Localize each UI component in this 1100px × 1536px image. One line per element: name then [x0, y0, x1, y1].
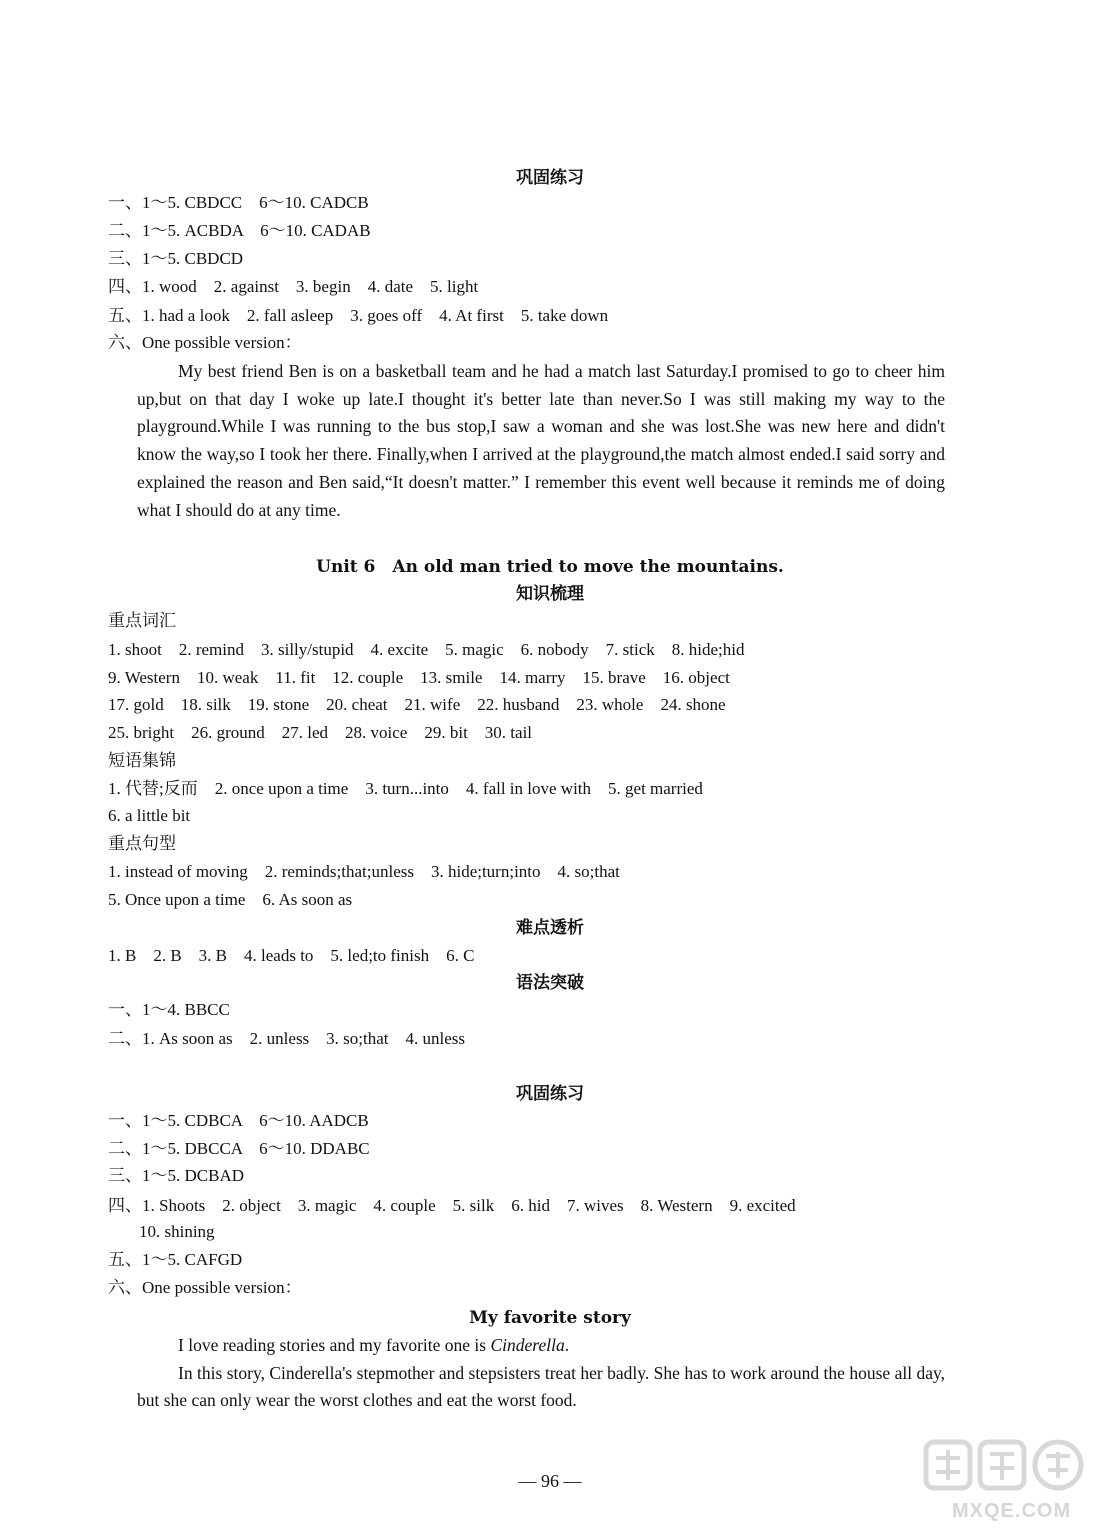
vocab-line: 17. gold 18. silk 19. stone 20. cheat 21. wife 22. husband 23. whole 24. shone: [108, 695, 726, 714]
difficulty-line: 1. B 2. B 3. B 4. leads to 5. led;to finish 6. C: [108, 946, 475, 965]
sample-essay: My best friend Ben is on a basketball team and he had a match last Saturday.I promised to go to cheer him up,but on that day I woke up late.I thought it's better late than never.So I was still making my way to the playground.While I was running to the bus stop,I saw a woman and she was lost.She was new here and didn't know the way,so I took her there. Finally,when I arrived at the playground,the match almost ended.I said sorry and explained the reason and Ben said,“It doesn't matter.” I remember this event well because it reminds me of doing what I should do at any time.: [137, 361, 945, 520]
phrase-line: 1. 代替;反而 2. once upon a time 3. turn...into 4. fall in love with 5. get married: [108, 779, 703, 798]
answer-line: 五、1～5. CAFGD: [108, 1250, 243, 1269]
answer-line: 四、1. wood 2. against 3. begin 4. date 5. light: [108, 277, 479, 296]
essay-paragraph-2: In this story, Cinderella's stepmother and stepsisters treat her badly. She has to work around the house all day, but she can only wear the worst clothes and eat the worst food.: [137, 1363, 945, 1410]
vocab-line: 9. Western 10. weak 11. fit 12. couple 13. smile 14. marry 15. brave 16. object: [108, 668, 730, 687]
grammar-line: 一、1～4. BBCC: [108, 1000, 230, 1019]
section-heading-consolidation: 巩固练习: [516, 168, 584, 188]
watermark-text: MXQE.COM: [952, 1500, 1072, 1522]
section-heading-consolidation-2: 巩固练习: [516, 1084, 584, 1104]
sentence-label: 重点句型: [108, 834, 176, 854]
unit-title: Unit 6 An old man tried to move the mountains.: [316, 557, 784, 577]
answer-line: 二、1～5. ACBDA 6～10. CADAB: [108, 221, 371, 240]
answer-line: 三、1～5. DCBAD: [108, 1166, 245, 1185]
essay-title: My favorite story: [469, 1308, 631, 1328]
page-number: — 96 —: [518, 1471, 582, 1491]
answer-line: 四、1. Shoots 2. object 3. magic 4. couple 5. silk 6. hid 7. wives 8. Western 9. excited: [108, 1196, 796, 1215]
answer-line: 六、One possible version：: [108, 1278, 302, 1297]
answer-line: 一、1～5. CDBCA 6～10. AADCB: [108, 1111, 369, 1130]
answer-line: 六、One possible version：: [108, 333, 302, 352]
answer-line: 三、1～5. CBDCD: [108, 249, 244, 268]
grammar-line: 二、1. As soon as 2. unless 3. so;that 4. unless: [108, 1029, 465, 1048]
vocab-label: 重点词汇: [108, 611, 176, 631]
section-heading-difficulty: 难点透析: [516, 918, 584, 938]
sentence-line: 5. Once upon a time 6. As soon as: [108, 890, 353, 909]
phrase-label: 短语集锦: [108, 751, 176, 771]
phrase-line: 6. a little bit: [108, 806, 191, 825]
watermark-icon: [922, 1438, 1094, 1500]
section-heading-grammar: 语法突破: [516, 973, 584, 993]
vocab-line: 25. bright 26. ground 27. led 28. voice 29. bit 30. tail: [108, 723, 533, 742]
watermark-logo: [922, 1438, 1094, 1530]
story-title: Cinderella: [490, 1335, 565, 1355]
vocab-line: 1. shoot 2. remind 3. silly/stupid 4. excite 5. magic 6. nobody 7. stick 8. hide;hid: [108, 640, 745, 659]
essay-paragraph-1: [137, 1332, 945, 1359]
answer-line: 二、1～5. DBCCA 6～10. DDABC: [108, 1139, 370, 1158]
answer-line-continued: 10. shining: [139, 1222, 215, 1241]
section-heading-knowledge: 知识梳理: [516, 584, 584, 604]
essay-text: .: [564, 1335, 570, 1355]
essay-text: I love reading stories and my favorite one is: [178, 1335, 491, 1355]
answer-line: 一、1～5. CBDCC 6～10. CADCB: [108, 193, 369, 212]
sentence-line: 1. instead of moving 2. reminds;that;unless 3. hide;turn;into 4. so;that: [108, 862, 620, 881]
answer-line: 五、1. had a look 2. fall asleep 3. goes off 4. At first 5. take down: [108, 306, 609, 325]
